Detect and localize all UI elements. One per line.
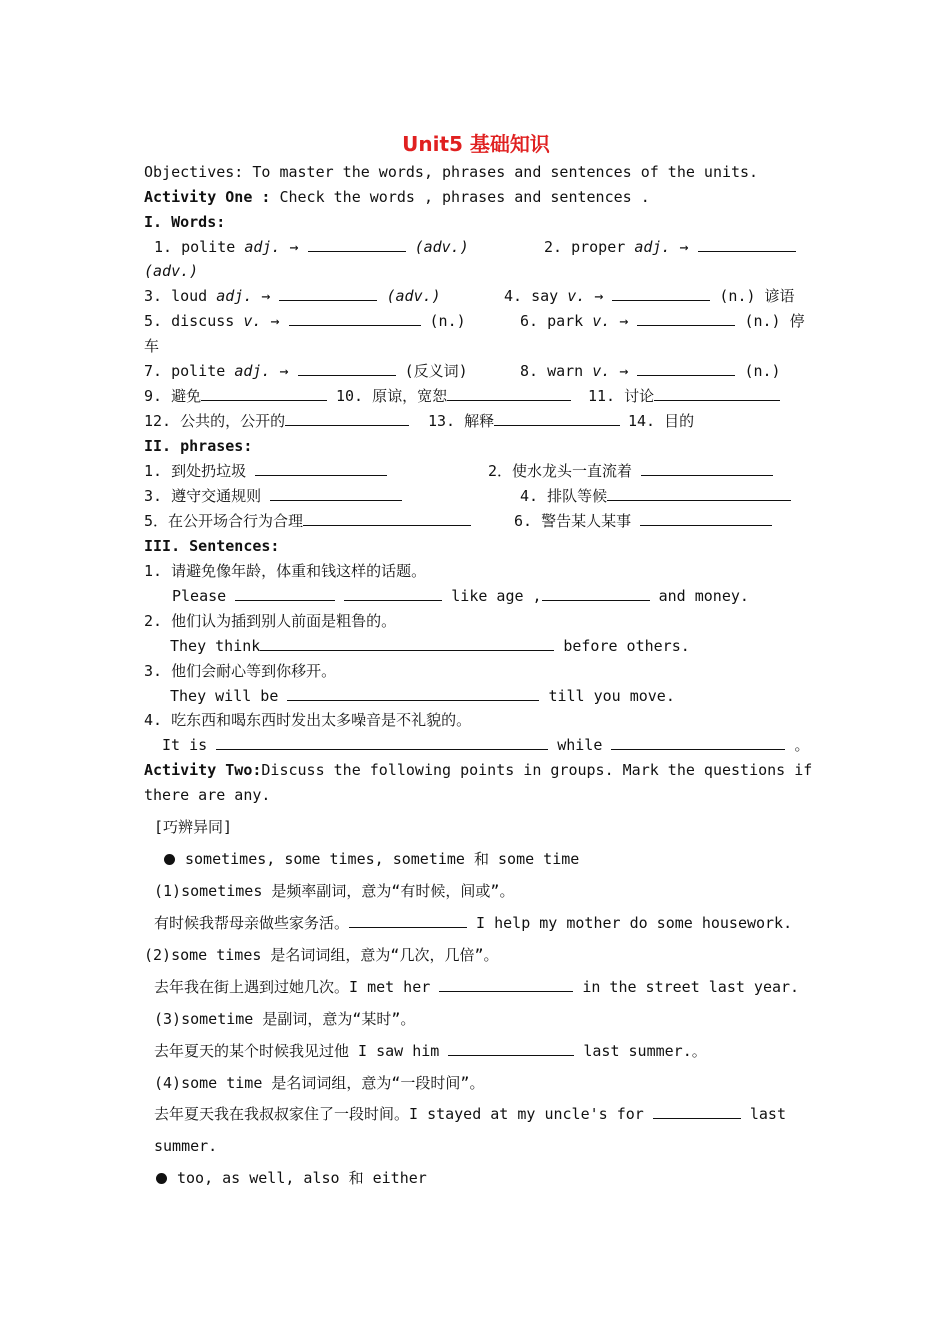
word-item-6-tail: 车: [144, 337, 160, 355]
activity-two-text: Discuss the following points in groups. Mark the questions if: [261, 761, 813, 779]
answer-blank[interactable]: [448, 1041, 574, 1056]
bullet-icon: [156, 1173, 167, 1184]
phrase-item-1: 1. 到处扔垃圾: [144, 461, 387, 481]
answer-blank[interactable]: [611, 735, 785, 750]
word-item-9: 9. 避免: [144, 386, 327, 406]
compare-desc-3: (3)sometime 是副词，意为“某时”。: [154, 1010, 416, 1028]
sentence-4-english: It is while 。: [162, 736, 810, 754]
answer-blank[interactable]: [279, 286, 377, 301]
compare-desc-1: (1)sometimes 是频率副词，意为“有时候，间或”。: [154, 882, 515, 900]
word-item-7: 7. polite adj. → (反义词): [144, 362, 468, 380]
answer-blank[interactable]: [201, 386, 327, 401]
answer-blank[interactable]: [542, 586, 650, 601]
answer-blank[interactable]: [447, 386, 571, 401]
objectives: Objectives: To master the words, phrases and sentences of the units.: [144, 163, 759, 181]
sentence-3-english: They will be till you move.: [170, 687, 675, 705]
word-item-11: 11. 讨论: [588, 386, 780, 406]
word-item-4: 4. say v. → (n.) 谚语: [504, 287, 795, 305]
compare-example-4: 去年夏天我在我叔叔家住了一段时间。I stayed at my uncle's for last: [154, 1105, 786, 1123]
compare-bullet-2: too, as well, also 和 either: [156, 1168, 427, 1188]
answer-blank[interactable]: [287, 686, 539, 701]
word-item-6: 6. park v. → (n.) 停: [520, 312, 805, 330]
answer-blank[interactable]: [216, 735, 548, 750]
compare-example-1: 有时候我帮母亲做些家务活。 I help my mother do some housework.: [154, 914, 793, 932]
answer-blank[interactable]: [494, 411, 620, 426]
answer-blank[interactable]: [235, 586, 335, 601]
phrase-item-4: 4. 排队等候: [520, 486, 791, 506]
sentence-2-chinese: 2. 他们认为插到别人前面是粗鲁的。: [144, 612, 397, 630]
sentences-header: III. Sentences:: [144, 537, 280, 555]
answer-blank[interactable]: [344, 586, 442, 601]
page-title: Unit5 基础知识: [402, 132, 550, 156]
sentence-4-chinese: 4. 吃东西和喝东西时发出太多噪音是不礼貌的。: [144, 711, 472, 729]
compare-bullet-1: sometimes, some times, sometime 和 some time: [164, 849, 579, 869]
phrases-header: II. phrases:: [144, 437, 253, 455]
phrase-item-3: 3. 遵守交通规则: [144, 486, 402, 506]
sentence-3-chinese: 3. 他们会耐心等到你移开。: [144, 662, 337, 680]
answer-blank[interactable]: [255, 461, 387, 476]
answer-blank[interactable]: [285, 411, 409, 426]
answer-blank[interactable]: [308, 237, 406, 252]
word-item-12: 12. 公共的，公开的: [144, 411, 409, 431]
word-item-8: 8. warn v. → (n.): [520, 362, 781, 380]
answer-blank[interactable]: [698, 237, 796, 252]
answer-blank[interactable]: [640, 511, 772, 526]
words-header: I. Words:: [144, 213, 226, 231]
answer-blank[interactable]: [612, 286, 710, 301]
sentence-1-english: Please like age , and money.: [172, 587, 749, 605]
activity-two-label: Activity Two:: [144, 761, 262, 779]
answer-blank[interactable]: [298, 361, 396, 376]
word-item-2: 2. proper adj. →: [544, 237, 796, 257]
answer-blank[interactable]: [270, 486, 402, 501]
answer-blank[interactable]: [654, 386, 780, 401]
phrase-item-2: 2．使水龙头一直流着: [488, 461, 773, 481]
sentence-2-english: They think before others.: [170, 637, 690, 655]
activity-one-text: Check the words , phrases and sentences .: [270, 188, 650, 206]
word-item-2-tail: (adv.): [144, 262, 199, 280]
answer-blank[interactable]: [607, 486, 791, 501]
sentence-1-chinese: 1. 请避免像年龄，体重和钱这样的话题。: [144, 562, 427, 580]
word-item-13: 13. 解释: [428, 411, 620, 431]
answer-blank[interactable]: [641, 461, 773, 476]
activity-two: [144, 760, 813, 780]
answer-blank[interactable]: [653, 1104, 741, 1119]
phrase-item-6: 6. 警告某人某事: [514, 511, 772, 531]
word-item-5: 5. discuss v. → (n.): [144, 312, 466, 330]
answer-blank[interactable]: [303, 511, 471, 526]
word-item-10: 10. 原谅，宽恕: [336, 386, 571, 406]
answer-blank[interactable]: [289, 311, 421, 326]
compare-header: [巧辨异同]: [154, 818, 233, 836]
answer-blank[interactable]: [349, 913, 467, 928]
compare-desc-4: (4)some time 是名词词组，意为“一段时间”。: [154, 1074, 485, 1092]
answer-blank[interactable]: [260, 636, 554, 651]
word-item-3: 3. loud adj. → (adv.): [144, 287, 441, 305]
word-item-14: 14. 目的: [628, 412, 695, 430]
compare-example-2: 去年我在街上遇到过她几次。I met her in the street last year.: [154, 978, 800, 996]
answer-blank[interactable]: [439, 977, 573, 992]
compare-example-4-cont: summer.: [154, 1137, 218, 1155]
activity-one-label: Activity One :: [144, 188, 271, 206]
bullet-icon: [164, 854, 175, 865]
answer-blank[interactable]: [637, 311, 735, 326]
phrase-item-5: 5．在公开场合行为合理: [144, 511, 471, 531]
compare-example-3: 去年夏天的某个时候我见过他 I saw him last summer.。: [154, 1042, 707, 1060]
compare-desc-2: (2)some times 是名词词组，意为“几次，几倍”。: [144, 946, 499, 964]
activity-one: [144, 187, 650, 207]
word-item-1: 1. polite adj. → (adv.): [154, 238, 469, 256]
activity-two-text-cont: there are any.: [144, 786, 271, 804]
answer-blank[interactable]: [637, 361, 735, 376]
